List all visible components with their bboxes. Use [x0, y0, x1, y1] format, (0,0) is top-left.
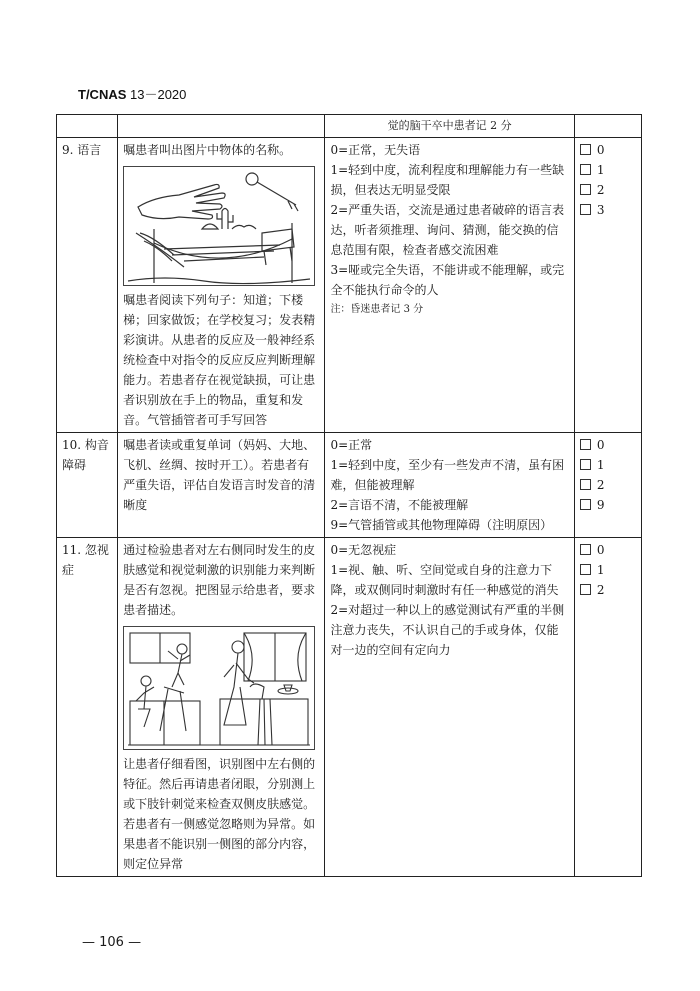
item-title: 10. 构音障碍	[57, 433, 118, 538]
checkbox-icon[interactable]	[580, 204, 591, 215]
criterion-2: 2=言语不清，不能被理解	[330, 498, 469, 512]
criterion-0: 0=无忽视症	[330, 543, 397, 557]
page-number: — 106 —	[82, 935, 142, 950]
item-row-neglect	[57, 538, 642, 877]
item-row-dysarthria	[57, 433, 642, 538]
criterion-1: 1=视、触、听、空间觉或自身的注意力下降，或双侧同时刺激时有任一种感觉的消失	[330, 563, 559, 597]
header-cell-empty-4	[574, 115, 641, 138]
cookie-theft-picture	[123, 626, 315, 750]
checkbox-icon[interactable]	[580, 544, 591, 555]
continuation-note: 觉的脑干卒中患者记 2 分	[325, 115, 574, 138]
score-value: 2	[596, 583, 605, 597]
item-title: 11. 忽视症	[57, 538, 118, 877]
checkbox-icon[interactable]	[580, 184, 591, 195]
score-value: 1	[596, 563, 605, 577]
instruction-text: 嘱患者叫出图片中物体的名称。	[123, 143, 292, 157]
checkbox-icon[interactable]	[580, 499, 591, 510]
standard-code-suffix: 13－2020	[130, 87, 187, 102]
criterion-1: 1=轻到中度，流利程度和理解能力有一些缺损，但表达无明显受限	[330, 163, 565, 197]
header-cell-empty-1	[57, 115, 118, 138]
scoring-criteria	[325, 538, 574, 877]
score-value: 1	[596, 458, 605, 472]
score-value: 0	[596, 143, 605, 157]
criterion-0: 0=正常，无失语	[330, 143, 421, 157]
score-value: 2	[596, 478, 605, 492]
score-option[interactable]	[580, 580, 636, 600]
score-option[interactable]	[580, 200, 636, 220]
score-option[interactable]	[580, 455, 636, 475]
assessment-table	[56, 114, 642, 877]
score-option[interactable]	[580, 540, 636, 560]
score-option[interactable]	[580, 180, 636, 200]
score-options	[574, 138, 641, 433]
criterion-0: 0=正常	[330, 438, 373, 452]
score-options	[574, 433, 641, 538]
instruction-text: 嘱患者读或重复单词（妈妈、大地、飞机、丝绸、按时开工）。若患者有严重失语，评估自发语言时发音的清晰度	[123, 438, 316, 512]
standard-code	[78, 84, 186, 103]
standard-code-prefix: T/CNAS	[78, 87, 127, 102]
criterion-3: 9=气管插管或其他物理障碍（注明原因）	[330, 518, 553, 532]
checkbox-icon[interactable]	[580, 459, 591, 470]
score-option[interactable]	[580, 140, 636, 160]
continuation-row	[57, 115, 642, 138]
score-value: 9	[596, 498, 605, 512]
score-value: 2	[596, 183, 605, 197]
reading-instruction: 嘱患者阅读下列句子：知道；下楼梯；回家做饭；在学校复习；发表精彩演讲。从患者的反应及一般神经系统检查中对指令的反应反应判断理解能力。若患者存在视觉缺损，可让患者识别放在手上的物品，重复和发音。气管插管者可手写回答	[123, 293, 316, 427]
score-value: 0	[596, 543, 605, 557]
checkbox-icon[interactable]	[580, 164, 591, 175]
checkbox-icon[interactable]	[580, 564, 591, 575]
criterion-2: 2=严重失语，交流是通过患者破碎的语言表达，听者须推理、询问、猜测，能交换的信息范围有限，检查者感交流困难	[330, 203, 565, 257]
criterion-note: 注：昏迷患者记 3 分	[330, 304, 424, 315]
score-options	[574, 538, 641, 877]
score-option[interactable]	[580, 160, 636, 180]
checkbox-icon[interactable]	[580, 584, 591, 595]
header-cell-empty-2	[118, 115, 325, 138]
score-option[interactable]	[580, 495, 636, 515]
neglect-test-instruction: 让患者仔细看图，识别图中左右侧的特征。然后再请患者闭眼，分别测上或下肢针刺觉来检查双侧皮肤感觉。若患者有一侧感觉忽略则为异常。如果患者不能识别一侧图的部分内容，则定位异常	[123, 757, 316, 871]
score-option[interactable]	[580, 475, 636, 495]
instruction-text: 通过检验患者对左右侧同时发生的皮肤感觉和视觉刺激的识别能力来判断是否有忽视。把图显示给患者，要求患者描述。	[123, 543, 316, 617]
item-instructions	[118, 138, 325, 433]
score-option[interactable]	[580, 435, 636, 455]
checkbox-icon[interactable]	[580, 479, 591, 490]
criterion-3: 3=哑或完全失语，不能讲或不能理解，或完全不能执行命令的人	[330, 263, 565, 297]
item-title: 9. 语言	[57, 138, 118, 433]
object-naming-picture	[123, 166, 315, 286]
score-value: 0	[596, 438, 605, 452]
scoring-criteria	[325, 138, 574, 433]
item-instructions	[118, 538, 325, 877]
criterion-1: 1=轻到中度，至少有一些发声不清，虽有困难，但能被理解	[330, 458, 565, 492]
criterion-2: 2=对超过一种以上的感觉测试有严重的半侧注意力丧失，不认识自己的手或身体，仅能对一边的空间有定向力	[330, 603, 565, 657]
score-option[interactable]	[580, 560, 636, 580]
checkbox-icon[interactable]	[580, 144, 591, 155]
score-value: 1	[596, 163, 605, 177]
item-row-language	[57, 138, 642, 433]
item-instructions	[118, 433, 325, 538]
score-value: 3	[596, 203, 605, 217]
checkbox-icon[interactable]	[580, 439, 591, 450]
scoring-criteria	[325, 433, 574, 538]
